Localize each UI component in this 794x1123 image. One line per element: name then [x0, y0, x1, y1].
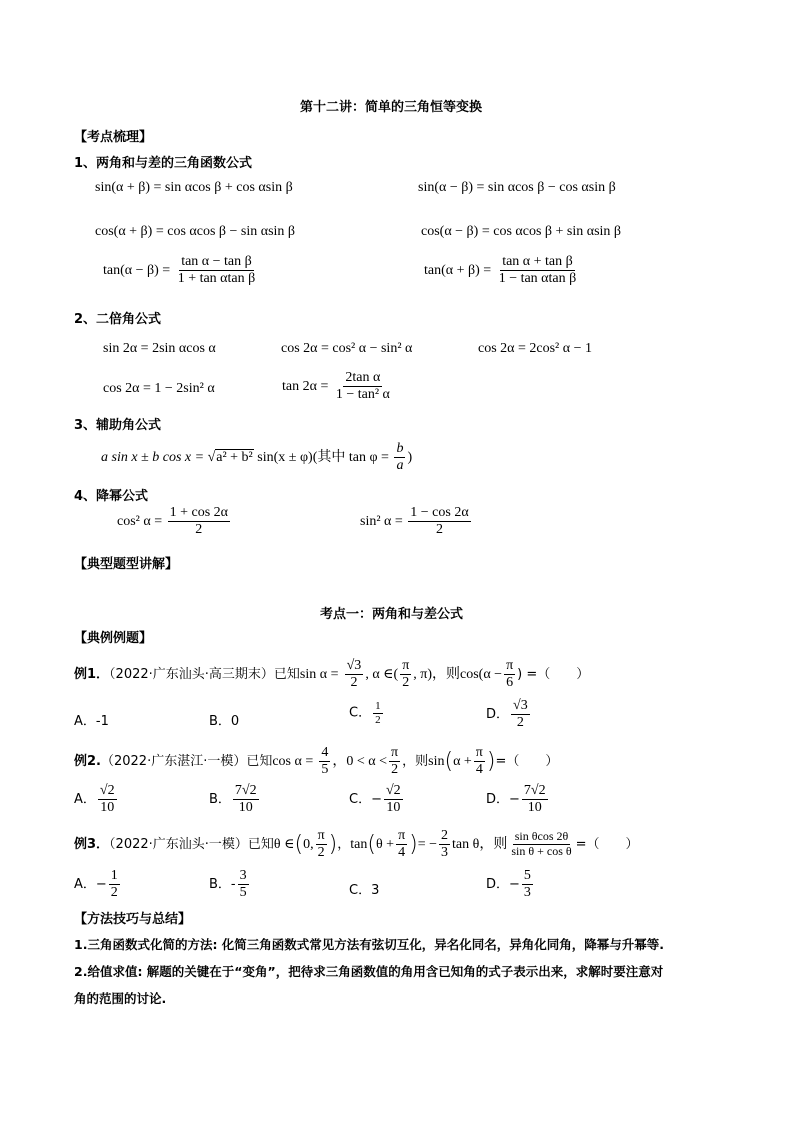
formula-cos-diff: cos(α − β) = cos αcos β + sin αsin β [421, 224, 622, 239]
formula-cos-sum: cos(α + β) = cos αcos β − sin αsin β [95, 224, 296, 239]
formula-cos-square: cos² α = $\frac{1 + \cos 2\alpha}{2}$ [117, 505, 228, 538]
example-3-question: 例3．（2022·广东汕头·一模）已知θ ∈(0, $\frac{\pi}{2}$ )，tan(θ + $\frac{\pi}{4}$ )= − $\frac{2}{3}$ tan θ，则 $\frac{\text{sin θcos 2θ}}{\text{sin θ + cos θ}}$ =（ ） [74, 828, 639, 861]
section-types-heading: 【典型题型讲解】 [74, 557, 179, 572]
example-1-question: 例1．（2022·广东汕头·高三期末）已知sin α = $\frac{√3}{2}$ , α ∈( $\frac{\pi}{2}$ , π)，则cos(α − $\frac{\pi}{6}$ ) =（ ） [74, 658, 590, 691]
example-3-option-d: D．− $\frac{5}{3}$ [486, 868, 531, 901]
example-3-option-b: B．- $\frac{3}{5}$ [209, 868, 247, 901]
formula-sin-square: sin² α = $\frac{1 - \cos 2\alpha}{2}$ [360, 505, 469, 538]
example-1-option-c: C． $\frac{1}{2}$ [349, 700, 381, 726]
section-review-heading: 【考点梳理】 [74, 130, 153, 145]
page-title: 第十二讲：简单的三角恒等变换 [300, 100, 483, 115]
example-2-question: 例2.（2022·广东湛江·一模）已知cos α = $\frac{4}{5}$ ，0 < α < $\frac{\pi}{2}$ ，则sin(α + $\frac{\pi}{4}$ )=（ ） [74, 745, 559, 778]
formula-tan-double: tan 2α = $\frac{\text{2tan α}}{\text{1 − tan² α}}$ [282, 370, 390, 403]
formula-tan-diff: tan(α − β) = $\frac{\text{tan α − tan β}}{\text{1 + tan αtan β}}$ [103, 254, 256, 287]
formula-sin-double: sin 2α = 2sin αcos α [103, 341, 216, 356]
example-2-option-d: D．− $\frac{7√2}{10}$ [486, 783, 546, 816]
formula-cos-double-3: cos 2α = 1 − 2sin² α [103, 381, 215, 396]
method-summary-1: 1.三角函数式化简的方法: 化简三角函数式常见方法有弦切互化，异名化同名，异角化同角，降幂与升幂等. [74, 937, 665, 952]
formula-cos-double-1: cos 2α = cos² α − sin² α [281, 341, 413, 356]
heading-sum-difference: 1、两角和与差的三角函数公式 [74, 156, 253, 171]
example-2-option-a: A． $\frac{√2}{10}$ [74, 783, 115, 816]
heading-auxiliary-angle: 3、辅助角公式 [74, 418, 162, 433]
example-1-option-b: B．0 [209, 714, 240, 729]
heading-power-reduction: 4、降幂公式 [74, 489, 149, 504]
example-2-option-b: B． $\frac{7√2}{10}$ [209, 783, 257, 816]
example-3-option-c: C．3 [349, 883, 380, 898]
formula-sin-diff: sin(α − β) = sin αcos β − cos αsin β [418, 180, 616, 195]
formula-cos-double-2: cos 2α = 2cos² α − 1 [478, 341, 592, 356]
method-summary-2b: 角的范围的讨论. [74, 991, 167, 1006]
formula-tan-sum: tan(α + β) = $\frac{\text{tan α + tan β}}{\text{1 − tan αtan β}}$ [424, 254, 577, 287]
formula-sin-sum: sin(α + β) = sin αcos β + cos αsin β [95, 180, 293, 195]
topic-heading: 考点一：两角和与差公式 [320, 607, 464, 622]
method-summary-2a: 2.给值求值: 解题的关键在于“变角”，把待求三角函数值的角用含已知角的式子表示出来，求解时要注意对 [74, 964, 664, 979]
heading-double-angle: 2、二倍角公式 [74, 312, 162, 327]
example-2-option-c: C．− $\frac{√2}{10}$ [349, 783, 401, 816]
section-examples-heading: 【典例例题】 [74, 631, 153, 646]
example-1-option-a: A．-1 [74, 714, 109, 729]
formula-auxiliary: a sin x ± b cos x = √a² + b² sin(x ± φ)(其中 tan φ = $\frac{b}{a}$ ) [101, 441, 413, 474]
example-1-option-d: D． $\frac{√3}{2}$ [486, 698, 528, 731]
section-method-heading: 【方法技巧与总结】 [74, 912, 192, 927]
example-3-option-a: A．− $\frac{1}{2}$ [74, 868, 118, 901]
